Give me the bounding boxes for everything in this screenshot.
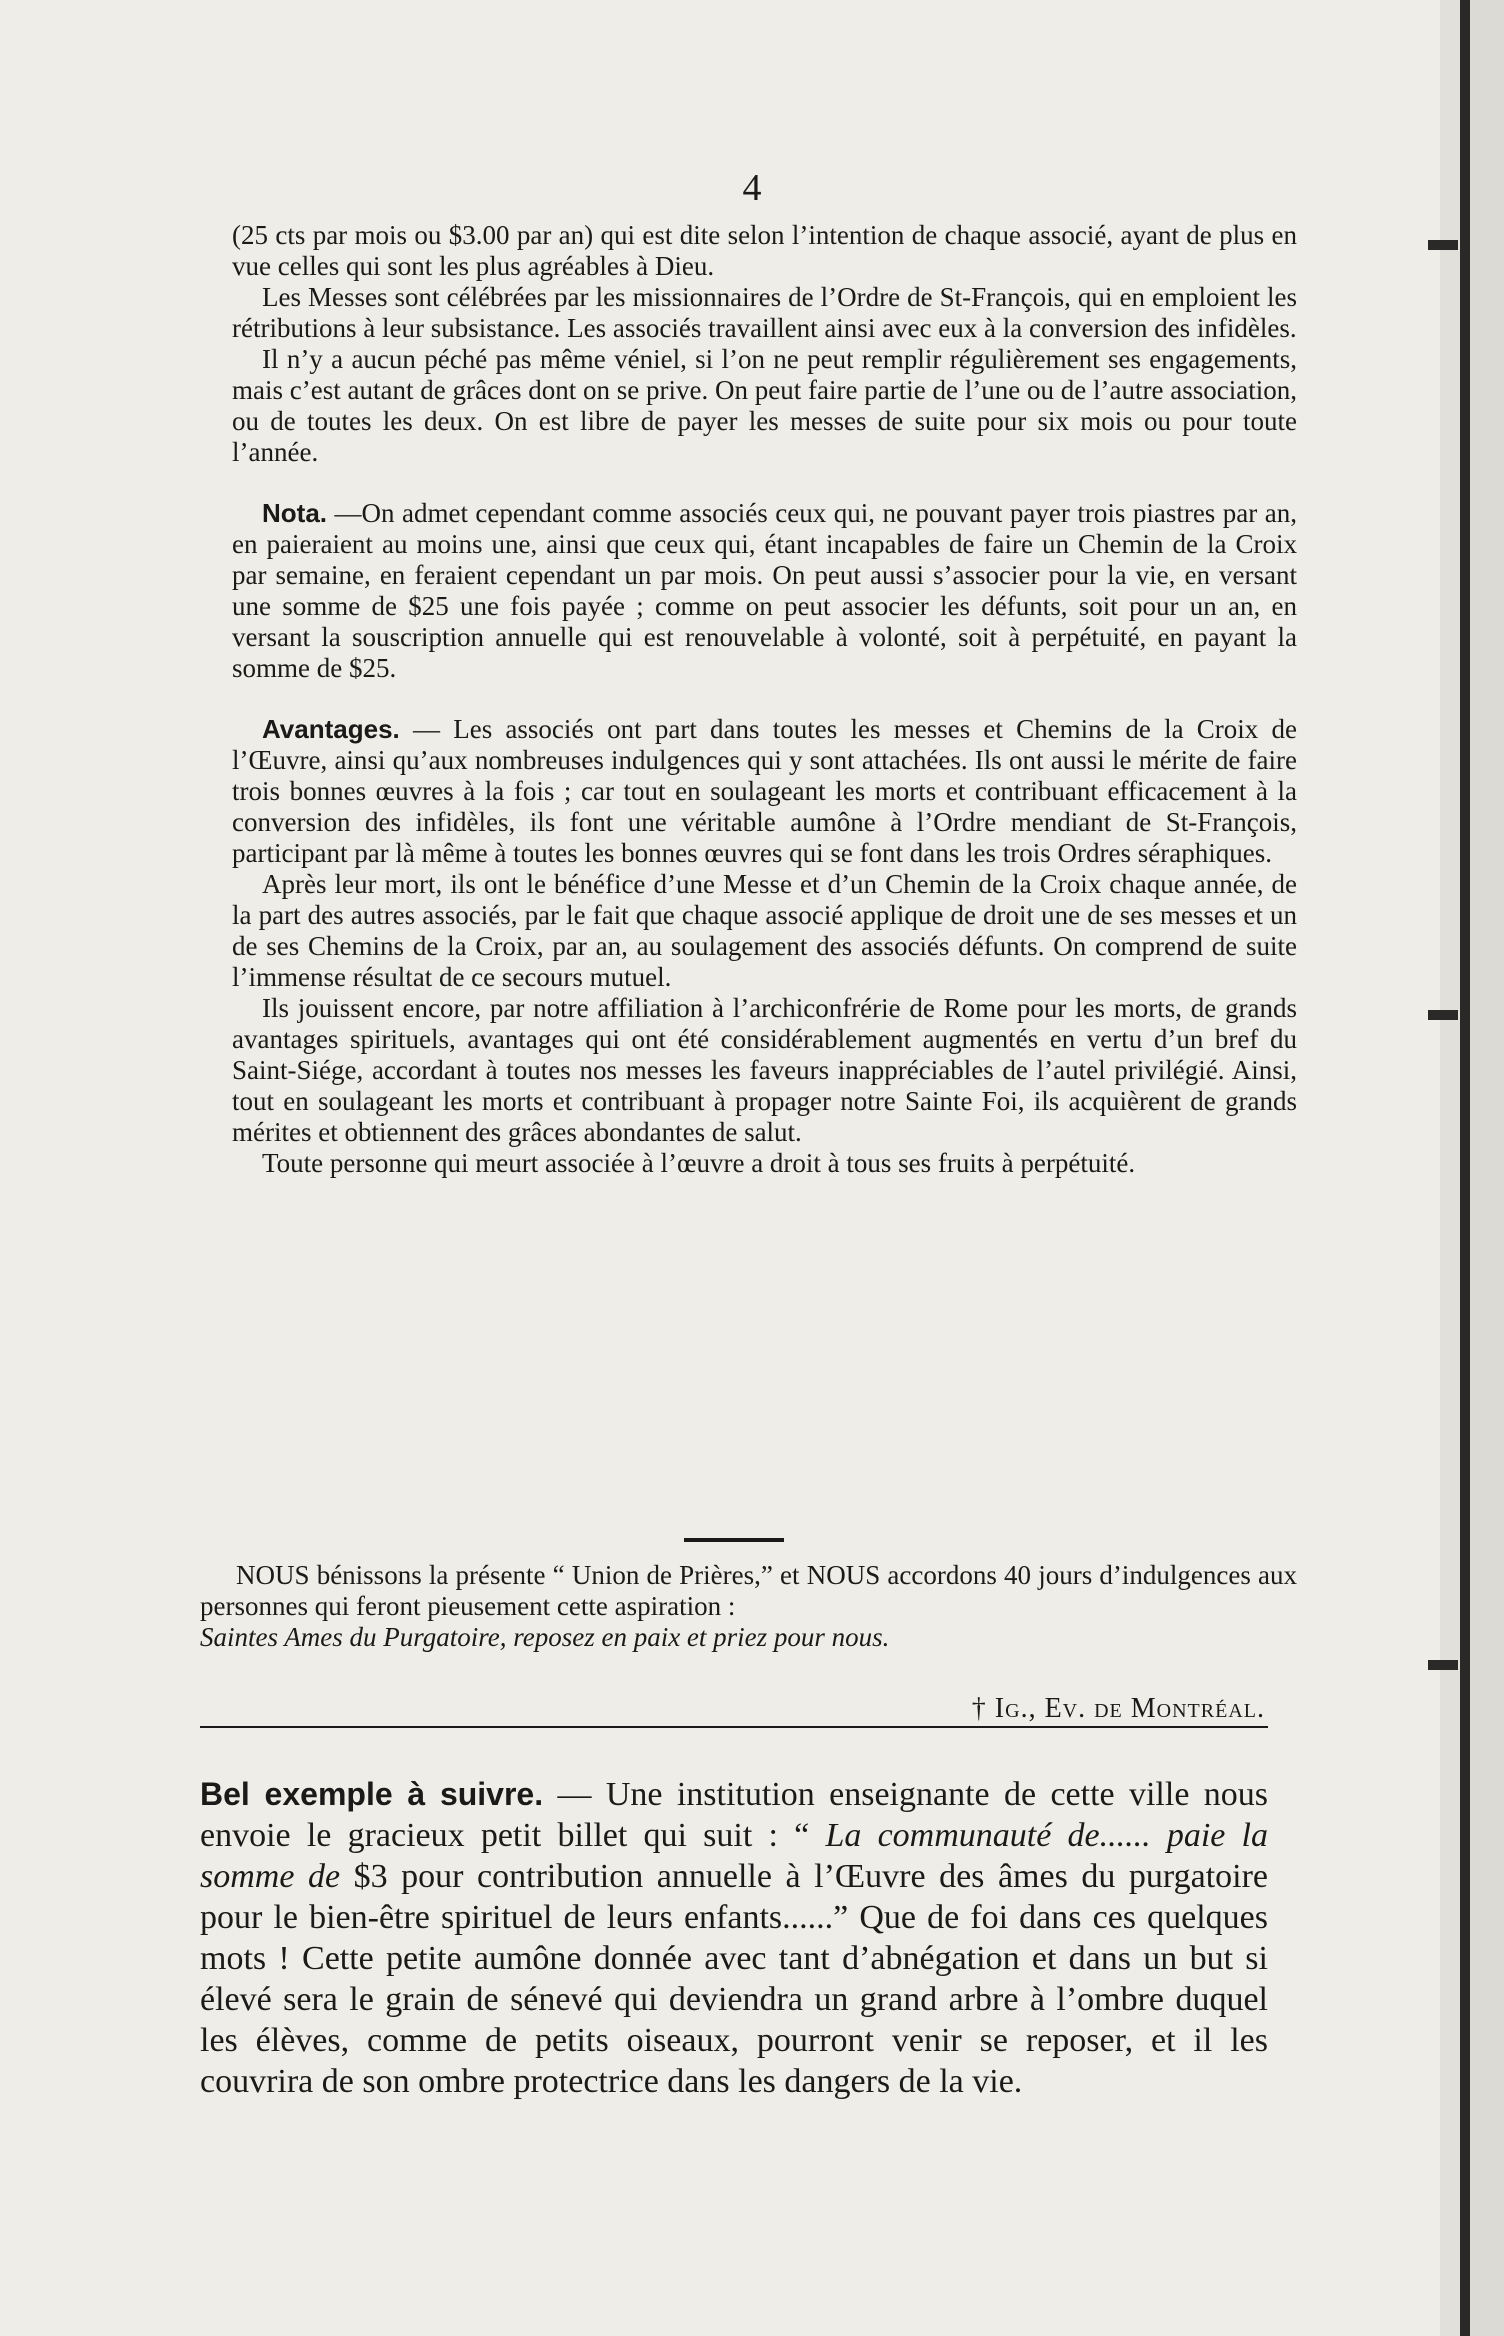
example-article: [200, 1774, 1268, 2102]
horizontal-rule: [200, 1726, 1268, 1728]
binding-tab: [1428, 1660, 1458, 1670]
paragraph-messes: Les Messes sont célébrées par les missionnaires de l’Ordre de St-François, qui en emploient les rétributions à leur subsistance. Les associés travaillent ainsi avec eux à la conversion des infidèles.: [232, 282, 1297, 343]
binding-tab: [1428, 240, 1458, 250]
blessing-aspiration: Saintes Ames du Purgatoire, reposez en paix et priez pour nous.: [200, 1622, 890, 1652]
avantages-text: — Les associés ont part dans toutes les messes et Chemins de la Croix de l’Œuvre, ainsi qu’aux nombreuses indulgences qui y sont attachées. Ils ont aussi le mérite de faire trois bonnes œuvres à la fois ; car tout en soulageant les morts et contribuant efficacement à la conversion des infidèles, ils font une véritable aumône à l’Ordre mendiant de St-François, participant par là même à toutes les bonnes œuvres qui se font dans les trois Ordres séraphiques.: [232, 714, 1297, 868]
section-divider: [684, 1538, 784, 1542]
example-text-end: $3 pour contribution annuelle à l’Œuvre des âmes du purgatoire pour le bien-être spirituel de leurs enfants......” Que de foi dans ces quelques mots ! Cette petite aumône donnée avec tant d’abnégation et dans un but si élevé sera le grain de sénevé qui deviendra un grand arbre à l’ombre duquel les élèves, comme de petits oiseaux, pourront venir se reposer, et il les couvrira de son ombre protectrice dans les dangers de la vie.: [200, 1858, 1268, 2100]
example-paragraph: [200, 1774, 1268, 2102]
avantages-heading: Avantages.: [262, 714, 400, 744]
blessing-text: NOUS bénissons la présente “ Union de Prières,” et NOUS accordons 40 jours d’indulgences aux personnes qui feront pieusement cette aspiration :: [200, 1560, 1297, 1621]
paragraph-continuation: (25 cts par mois ou $3.00 par an) qui est dite selon l’intention de chaque associé, ayant de plus en vue celles qui sont les plus agréables à Dieu.: [232, 220, 1297, 281]
nota-paragraph: [232, 498, 1297, 684]
binding-tab: [1428, 1010, 1458, 1020]
example-quote-italic: La communauté de...... paie la somme de: [200, 1817, 1269, 1895]
paragraph-apres-mort: Après leur mort, ils ont le bénéfice d’une Messe et d’un Chemin de la Croix chaque année, de la part des autres associés, par le fait que chaque associé applique de droit une de ses messes et un de ses Chemins de la Croix, par an, au soulagement des associés défunts. On comprend de suite l’immense résultat de ce secours mutuel.: [232, 869, 1297, 992]
bishop-signature: † Ig., Ev. de Montréal.: [971, 1693, 1265, 1724]
example-heading: Bel exemple à suivre.: [200, 1776, 544, 1812]
paragraph-jouissent: Ils jouissent encore, par notre affiliation à l’archiconfrérie de Rome pour les morts, de grands avantages spirituels, avantages qui ont été considérablement augmentés en vertu d’un bref du Saint-Siége, accordant à toutes nos messes les faveurs inappréciables de l’autel privilégié. Ainsi, tout en soulageant les morts et contribuant à propager notre Sainte Foi, ils acquièrent de grands mérites et obtiennent des grâces abondantes de salut.: [232, 993, 1297, 1147]
body-text: [232, 220, 1297, 1179]
paragraph-toute-personne: Toute personne qui meurt associée à l’œuvre a droit à tous ses fruits à perpétuité.: [262, 1148, 1136, 1178]
book-binding-edge: [1440, 0, 1504, 2336]
blessing-block: [200, 1560, 1297, 1653]
nota-heading: Nota.: [262, 498, 327, 528]
avantages-paragraph: [232, 714, 1297, 869]
nota-text: —On admet cependant comme associés ceux qui, ne pouvant payer trois piastres par an, en paieraient au moins une, ainsi que ceux qui, étant incapables de faire un Chemin de la Croix par semaine, en feraient cependant un par mois. On peut aussi s’associer pour la vie, en versant une somme de $25 une fois payée ; comme on peut associer les défunts, soit pour un an, en versant la souscription annuelle qui est renouvelable à volonté, soit à perpétuité, en payant la somme de $25.: [232, 498, 1297, 683]
example-text-start: — Une institution enseignante de cette ville nous envoie le gracieux petit billet qui suit : “: [200, 1776, 1269, 1854]
page-number: 4: [742, 167, 762, 209]
paragraph-peche: Il n’y a aucun péché pas même véniel, si l’on ne peut remplir régulièrement ses engagements, mais c’est autant de grâces dont on se prive. On peut faire partie de l’une ou de l’autre association, ou de toutes les deux. On est libre de payer les messes de suite pour six mois ou pour toute l’année.: [232, 344, 1297, 467]
